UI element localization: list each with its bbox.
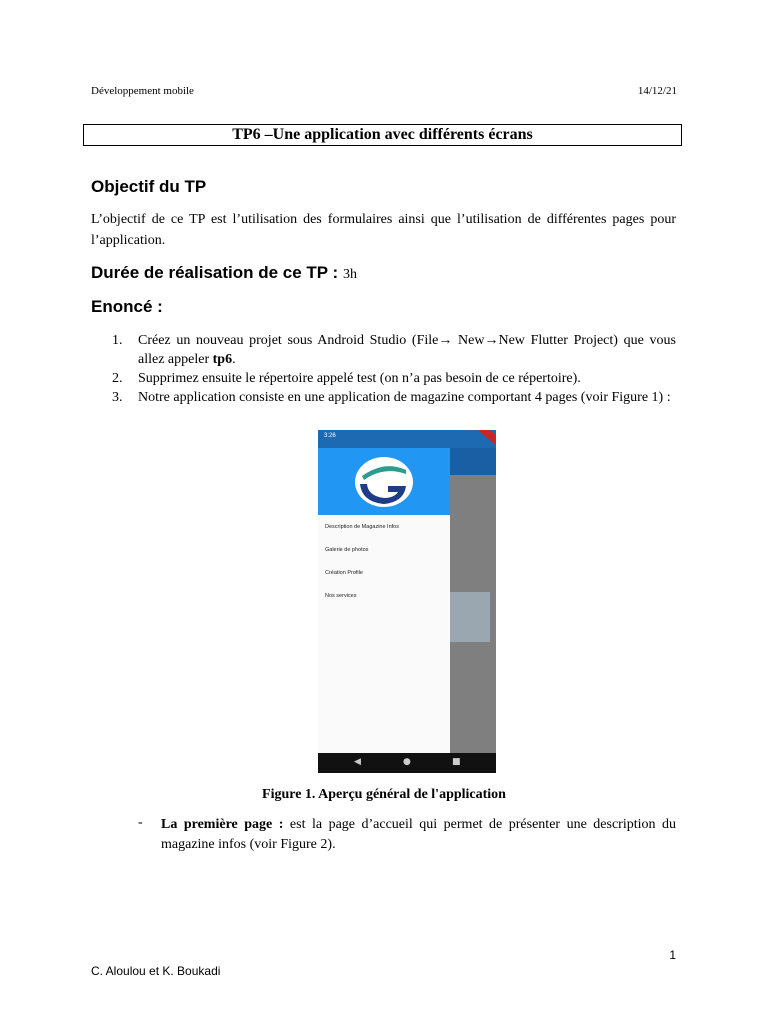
list-item bbox=[112, 388, 676, 407]
step-text: Supprimez ensuite le répertoire appelé test (on n’a pas besoin de ce répertoire). bbox=[138, 371, 581, 386]
steps-list bbox=[112, 331, 676, 407]
page-number: 1 bbox=[669, 948, 676, 962]
app-screenshot bbox=[318, 430, 496, 773]
header-date: 14/12/21 bbox=[637, 85, 677, 97]
drawer-item-description[interactable]: Description de Magazine Infos bbox=[325, 524, 399, 530]
drawer-item-profile[interactable]: Création Profile bbox=[325, 570, 363, 576]
step-text-part: . bbox=[232, 352, 236, 367]
step-text-part: New Flutter Project) que vous allez appeler bbox=[138, 333, 676, 367]
background-photo bbox=[450, 592, 490, 642]
status-bar bbox=[318, 430, 496, 448]
list-item bbox=[112, 331, 676, 369]
debug-banner bbox=[477, 430, 496, 449]
duree-value: 3h bbox=[342, 267, 357, 282]
home-icon[interactable]: ● bbox=[403, 757, 411, 767]
list-item bbox=[112, 369, 676, 388]
app-bar bbox=[450, 448, 496, 475]
project-name: tp6 bbox=[212, 352, 233, 367]
system-nav-bar bbox=[318, 753, 496, 773]
header-course: Développement mobile bbox=[91, 85, 194, 97]
enonce-heading: Enoncé : bbox=[91, 297, 163, 316]
list-number: 1. bbox=[112, 333, 123, 348]
list-number: 3. bbox=[112, 390, 123, 405]
recents-icon[interactable]: ■ bbox=[452, 757, 461, 767]
list-number: 2. bbox=[112, 371, 123, 386]
bullet-label: La première page : bbox=[161, 817, 284, 832]
step-text-part: Créez un nouveau projet sous Android Studio (File bbox=[138, 333, 439, 348]
back-icon[interactable]: ◀ bbox=[354, 757, 361, 767]
figure-caption: Figure 1. Aperçu général de l'application bbox=[262, 787, 506, 802]
duree-heading bbox=[91, 263, 357, 283]
drawer-header bbox=[318, 448, 450, 515]
duree-label: Durée de réalisation de ce TP : bbox=[91, 263, 339, 282]
drawer-item-gallery[interactable]: Galerie de photos bbox=[325, 547, 369, 553]
arrow-icon: → bbox=[484, 333, 499, 348]
step-text: Notre application consiste en une application de magazine comportant 4 pages (voir Figure 1) : bbox=[138, 390, 671, 405]
status-time: 3:26 bbox=[324, 433, 336, 439]
arrow-icon: → bbox=[438, 333, 453, 348]
footer-authors: C. Aloulou et K. Boukadi bbox=[91, 964, 221, 978]
bullet-paragraph bbox=[161, 815, 676, 855]
document-title: TP6 –Une application avec différents écrans bbox=[83, 124, 682, 146]
magazine-logo-icon bbox=[354, 456, 414, 508]
objectif-heading: Objectif du TP bbox=[91, 177, 207, 196]
navigation-drawer bbox=[318, 448, 450, 753]
objectif-paragraph: L’objectif de ce TP est l’utilisation des formulaires ainsi que l’utilisation de différentes pages pour l’application. bbox=[91, 212, 676, 248]
drawer-item-services[interactable]: Nos services bbox=[325, 593, 357, 599]
bullet-dash: - bbox=[138, 815, 143, 830]
bullet-text: est la page d’accueil qui permet de présenter une description du magazine infos (voir Figure 2). bbox=[161, 817, 676, 852]
step-text-part: New bbox=[452, 333, 485, 348]
